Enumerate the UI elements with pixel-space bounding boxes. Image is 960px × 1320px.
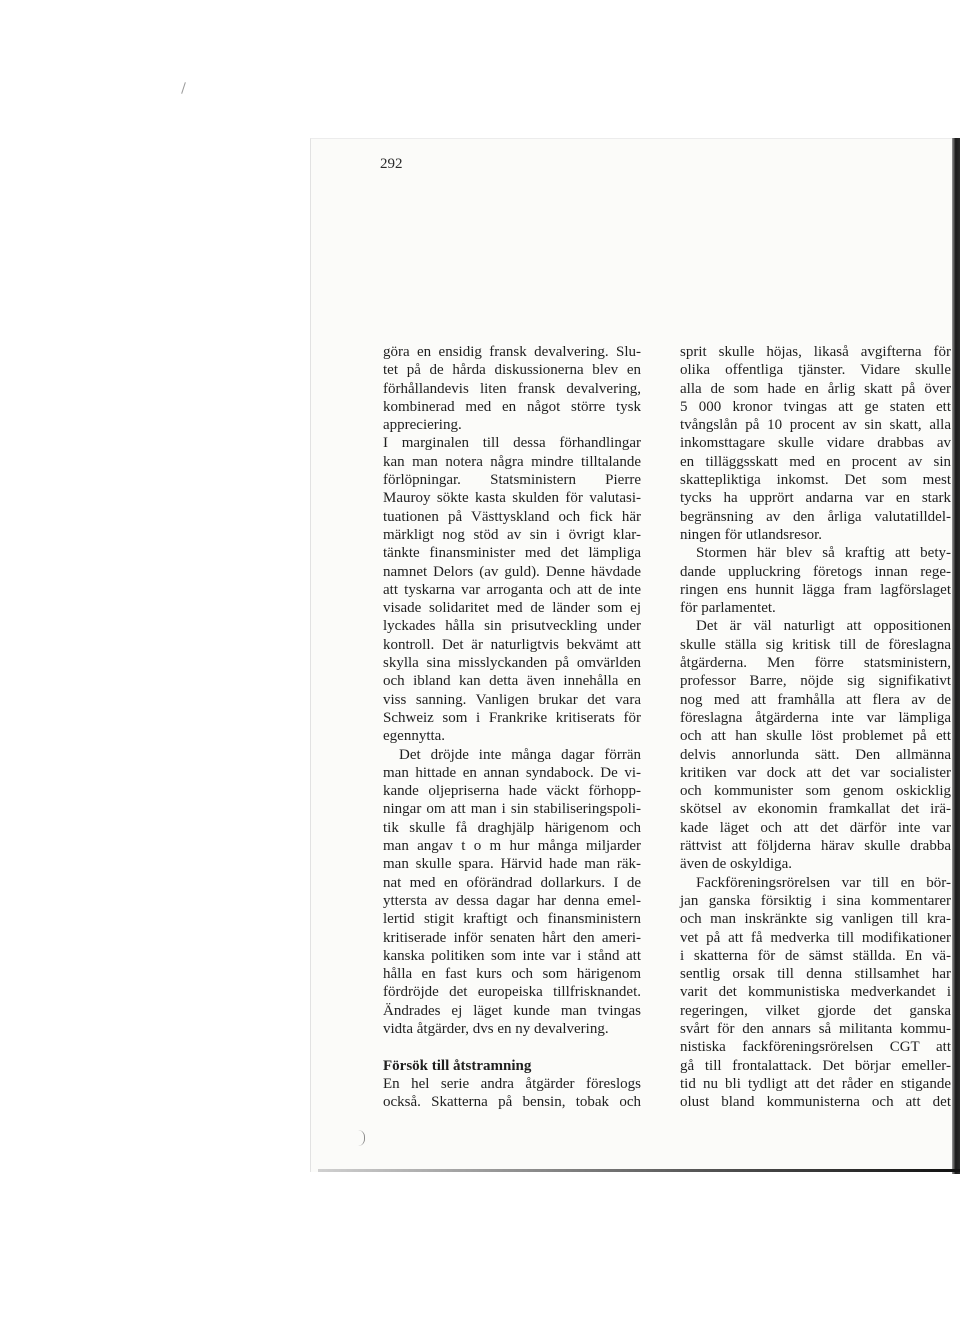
text-line: man angav t o m hur många miljarder [383, 838, 641, 855]
text-line: tik skulle få draghjälp härigenom och [383, 819, 641, 836]
text-line: åtgärderna. Men förre statsministern, [680, 655, 951, 672]
text-line: Stormen här blev så kraftig att bety- [696, 545, 951, 562]
text-line: gå till frontalattack. Det börjar emeller- [680, 1057, 951, 1074]
text-line: dande uppluckring företogs innan rege- [680, 563, 951, 580]
text-line: kritiken var dock att det var socialister [680, 764, 951, 781]
blank-line [383, 1038, 641, 1056]
text-line: kontroll. Det är naturligtvis bekvämt att [383, 636, 641, 653]
text-line: kande oljepriserna hade väckt förhopp- [383, 783, 641, 800]
text-line: att tyskarna var arroganta och att de inte [383, 581, 641, 598]
text-line: kanska politiken som inte var i stånd att [383, 947, 641, 964]
text-line: Mauroy sökte kasta skulden för valutasi- [383, 490, 641, 507]
text-line: nat med en oförändrad dollarkurs. I de [383, 874, 641, 891]
text-line: tuationen på Västtyskland och fick här [383, 508, 641, 525]
text-line: I marginalen till dessa förhandlingar [383, 435, 641, 452]
text-line: sentlig orsak till denna stillsamhet har [680, 966, 951, 983]
text-line: tvångslån på 10 procent av sin skatt, alla [680, 417, 951, 434]
text-line: lertid stigit kraftigt och finansministern [383, 911, 641, 928]
text-line: alla de som hade en årlig skatt på över [680, 380, 951, 397]
text-line: även de oskyldiga. [680, 856, 793, 873]
text-line: inkomsttagare skulle vidare drabbas av [680, 435, 951, 452]
text-line: appreciering. [383, 417, 462, 434]
text-line: visade solidaritet med de länder som ej [383, 600, 641, 617]
text-line: man skulle spara. Härvid hade man räk- [383, 856, 641, 873]
text-line: sprit skulle höjas, likaså avgifterna för [680, 344, 951, 360]
text-line: göra en ensidig fransk devalvering. Slu- [383, 344, 641, 360]
text-line: olika offentliga tjänster. Vidare skulle [680, 362, 951, 379]
text-line: kan man notera några mindre tilltalande [383, 453, 641, 470]
text-line: jan ganska försiktig i sina kommentarer [680, 892, 951, 909]
text-line: ningen för utlandsresor. [680, 526, 823, 543]
text-line: yttersta av dessa dagar har denna emel- [383, 892, 641, 909]
text-line: Ändrades ej läget kunde man tvingas [383, 1002, 641, 1019]
text-line: i skatterna för de sämst ställda. En vä- [680, 947, 951, 964]
text-line: tid nu bli tydligt att det råder en stigande [680, 1075, 951, 1092]
text-line: nog med att framhålla att flera av de [680, 691, 951, 708]
text-line: fördröjde det europeiska tillfrisknandet. [383, 984, 641, 1001]
page-number: 292 [380, 156, 403, 172]
text-line: nistiska fackföreningsrörelsen CGT att [680, 1039, 951, 1056]
text-line: och kommunister som genom oskicklig [680, 783, 951, 800]
text-line: En hel serie andra åtgärder föreslogs [383, 1075, 641, 1092]
text-line: begränsning av den årliga valutatilldel- [680, 508, 951, 525]
text-line: och att han skulle löst problemet på ett [680, 728, 951, 745]
text-line: ningar om att man i sin stabiliseringspoli- [383, 801, 641, 818]
text-line: professor Barre, nöjde sig signifikativt [680, 673, 951, 690]
text-line: förhållandevis liten fransk devalvering, [383, 380, 641, 397]
text-line: svårt för den annars så militanta kommu- [680, 1020, 951, 1037]
text-line: skattepliktiga inkomst. Det som mest [680, 472, 951, 489]
text-line: Schweiz som i Frankrike kritiserats för [383, 709, 641, 726]
page-edge-bottom [318, 1169, 960, 1172]
text-line: kombinerad med en något större tysk [383, 398, 641, 415]
text-line: kritiserade inför senaten hårt den ameri- [383, 929, 641, 946]
text-line: tet på de hårda diskussionerna blev en [383, 362, 641, 379]
text-line: märkligt nog stöd av sin i övrigt klar- [383, 526, 641, 543]
text-line: viss sanning. Vanligen brukar det vara [383, 691, 641, 708]
text-line: Fackföreningsrörelsen var till en bör- [696, 874, 951, 891]
text-line: tycks ha upprört andarna var en stark [680, 490, 951, 507]
text-line: skylla sina misslyckanden på omvärlden [383, 655, 641, 672]
text-line: Det dröjde inte många dagar förrän [399, 746, 641, 763]
text-line: föreslagna åtgärderna inte var lämpliga [680, 709, 951, 726]
text-line: en tilläggsskatt med en procent av sin [680, 453, 951, 470]
text-line: namnet Delors (av guld). Denne hävdade [383, 563, 641, 580]
text-line: och ibland kan detta även innehålla en [383, 673, 641, 690]
text-line: och man inskränkte sig vanligen till kra- [680, 911, 951, 928]
text-line: också. Skatterna på bensin, tobak och [383, 1094, 641, 1111]
text-line: regeringen, vilket gjorde det ganska [680, 1002, 951, 1019]
text-line: delvis annorlunda sätt. Den allmänna [680, 746, 951, 763]
text-line: ringen ens hunnit lägga fram lagförslaget [680, 581, 951, 598]
text-line: olust bland kommunisterna och att det [680, 1094, 951, 1111]
left-column [383, 343, 641, 1111]
text-line: för parlamentet. [680, 600, 776, 617]
text-line: rättvist att följderna härav skulle drabba [680, 838, 951, 855]
text-line: förlöpningar. Statsministern Pierre [383, 472, 641, 489]
right-column [680, 343, 951, 1111]
text-line: man hittade en annan syndabock. De vi- [383, 764, 641, 781]
text-line: hålla en fast kurs och som härigenom [383, 966, 641, 983]
text-line: tänkte finansminister med det lämpliga [383, 545, 641, 562]
text-line: vet på att få medverka till modifikationer [680, 929, 951, 946]
text-line: varit det kommunistiska medverkandet i [680, 984, 951, 1001]
section-heading: Försök till åtstramning [383, 1057, 532, 1074]
text-line: egennytta. [383, 728, 446, 745]
text-line: lyckades hålla sin prisutveckling under [383, 618, 641, 635]
text-line: kade läget och att det därför inte var [680, 819, 951, 836]
text-line: skötsel av ekonomin framkallat det irä- [680, 801, 951, 818]
text-line: skulle ställa sig kritisk till de föreslagna [680, 636, 951, 653]
text-line: Det är väl naturligt att oppositionen [696, 618, 951, 635]
page-edge-right [952, 138, 960, 1174]
text-line: 5 000 kronor tvingas att ge staten ett [680, 398, 951, 415]
text-line: vidta åtgärder, dvs en ny devalvering. [383, 1020, 609, 1037]
stray-pen-mark [181, 82, 186, 94]
